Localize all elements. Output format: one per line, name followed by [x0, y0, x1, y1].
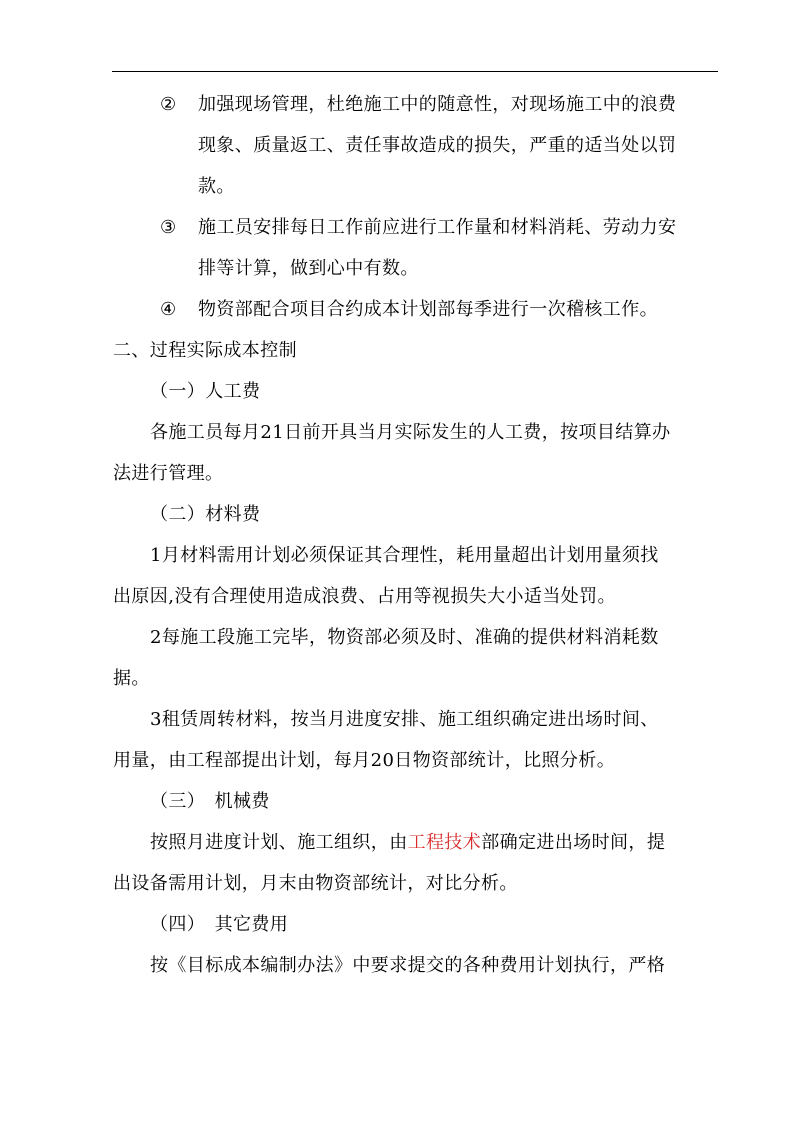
material-p1-line-1: 1月材料需用计划必须保证其合理性，耗用量超出计划用量须找	[150, 545, 659, 566]
item-2-line-1: 加强现场管理，杜绝施工中的随意性，对现场施工中的浪费	[198, 94, 677, 115]
machinery-line-2: 出设备需用计划，月末由物资部统计，对比分析。	[113, 873, 518, 894]
highlighted-dept: 工程技术	[407, 832, 482, 853]
machinery-line-1	[150, 831, 665, 855]
material-heading: （二）材料费	[150, 504, 261, 525]
labor-heading: （一）人工费	[150, 381, 261, 402]
item-2-line-2: 现象、质量返工、责任事故造成的损失，严重的适当处以罚	[198, 135, 677, 156]
machinery-line-1-end: 部确定进出场时间，提	[481, 832, 666, 853]
labor-line-2: 法进行管理。	[113, 463, 224, 484]
section-heading: 二、过程实际成本控制	[113, 340, 297, 361]
machinery-line-1-start: 按照月进度计划、施工组织，由	[150, 832, 408, 853]
material-p2-line-2: 据。	[113, 668, 150, 689]
other-heading: （四） 其它费用	[150, 914, 289, 935]
material-p1-line-2: 出原因,没有合理使用造成浪费、占用等视损失大小适当处罚。	[113, 586, 616, 607]
material-p3-line-2: 用量，由工程部提出计划，每月20日物资部统计，比照分析。	[113, 750, 616, 771]
item-number-4: ④	[160, 299, 177, 320]
machinery-heading: （三） 机械费	[150, 791, 270, 812]
material-p3-line-1: 3租赁周转材料，按当月进度安排、施工组织确定进出场时间、	[150, 709, 659, 730]
item-number-3: ③	[160, 217, 177, 238]
labor-line-1: 各施工员每月21日前开具当月实际发生的人工费，按项目结算办	[150, 422, 671, 443]
item-2-line-3: 款。	[198, 176, 235, 197]
item-3-line-1: 施工员安排每日工作前应进行工作量和材料消耗、劳动力安	[198, 217, 677, 238]
item-3-line-2: 排等计算，做到心中有数。	[198, 258, 419, 279]
item-number-2: ②	[160, 94, 177, 115]
header-rule	[112, 71, 718, 72]
material-p2-line-1: 2每施工段施工完毕，物资部必须及时、准确的提供材料消耗数	[150, 627, 659, 648]
item-4-line-1: 物资部配合项目合约成本计划部每季进行一次稽核工作。	[198, 299, 658, 320]
other-line-1: 按《目标成本编制办法》中要求提交的各种费用计划执行，严格	[150, 955, 666, 976]
